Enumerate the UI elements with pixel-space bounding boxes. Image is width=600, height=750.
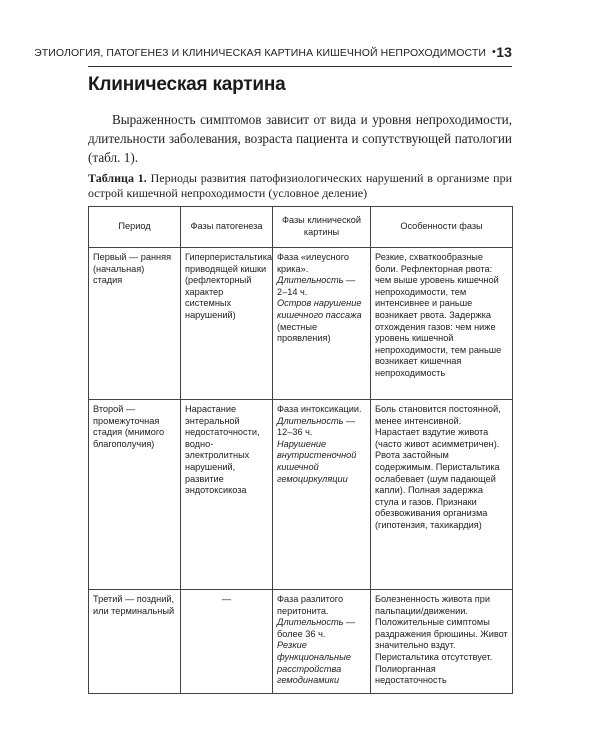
table-caption-label: Таблица 1. [88,171,147,185]
cell-pathogenesis: Нарастание энтеральной недостаточности, водно-электролитных нарушений, развитие эндотоксикоза [181,400,273,590]
intro-paragraph: Выраженность симптомов зависит от вида и уровня непроходимости, длительности заболевания, возраста пациента и сопутствующей патологии (табл. 1). [88,112,512,165]
duration-value: 12–36 ч. [277,427,313,438]
duration-value: более 36 ч. [277,628,326,639]
table-row [89,400,513,590]
cell-period: Второй — промежуточная стадия (мнимого благополучия) [89,400,181,590]
header-pathogenesis: Фазы патогенеза [181,207,273,248]
table-header-row [89,207,513,248]
clinical-note: (местные проявления) [277,321,331,344]
cell-clinical [273,400,371,590]
duration-label: Длительность — [277,617,356,628]
clinical-phase: Фаза «илеусного крика». [277,252,350,274]
table-row [89,590,513,694]
cell-pathogenesis: — [181,590,273,694]
duration-label: Длительность — [277,275,356,286]
duration-value: 2–14 ч. [277,286,308,297]
phases-table [88,206,513,694]
cell-pathogenesis: Гиперперистальтика приводящей кишки (рефлекторный характер системных нарушений) [181,248,273,400]
clinical-phase: Фаза разлитого перитонита. [277,594,344,616]
cell-features: Резкие, схваткообразные боли. Рефлекторная рвота: чем выше уровень кишечной непроходимости, тем интенсивнее и раньше возникает рвота. Задержка отхождения газов: чем ниже уровень кишечной непроходимости, тем раньше возникает кишечная непроходимость [371,248,513,400]
clinical-phase: Фаза интоксикации. [277,404,362,414]
table-caption [88,171,512,201]
clinical-disorder: Резкие функциональные расстройства гемодинамики [277,640,351,686]
cell-period: Первый — ранняя (начальная) стадия [89,248,181,400]
cell-clinical [273,590,371,694]
header-period: Период [89,207,181,248]
cell-features: Боль становится постоянной, менее интенсивной. Нарастает вздутие живота (часто живот асимметричен). Рвота застойным содержимым. Перистальтика ослабевает (шум падающей капли). Полная задержка стула и газов. Признаки обезвоживания организма (гипотензия, тахикардия) [371,400,513,590]
cell-features: Болезненность живота при пальпации/движении. Положительные симптомы раздражения брюшины. Живот значительно вздут. Перистальтика отсутствует. Полиорганная недостаточность [371,590,513,694]
running-title: ЭТИОЛОГИЯ, ПАТОГЕНЕЗ И КЛИНИЧЕСКАЯ КАРТИНА КИШЕЧНОЙ НЕПРОХОДИМОСТИ [34,47,486,59]
duration-label: Длительность — [277,415,356,426]
cell-clinical [273,248,371,400]
section-title: Клиническая картина [88,74,286,95]
clinical-disorder: Остров нарушение кишечного пассажа [277,298,362,320]
header-bullet: • [492,46,496,58]
running-header [34,42,512,67]
cell-period: Третий — поздний, или терминальный [89,590,181,694]
page-number: 13 [496,44,512,60]
clinical-disorder: Нарушение внутристеночной кишечной гемоциркуляции [277,438,357,484]
table-row [89,248,513,400]
header-clinical: Фазы клинической картины [273,207,371,248]
table-caption-text: Периоды развития патофизиологических нарушений в организме при острой кишечной непроходимости (условное деление) [88,171,513,200]
header-features: Особенности фазы [371,207,513,248]
